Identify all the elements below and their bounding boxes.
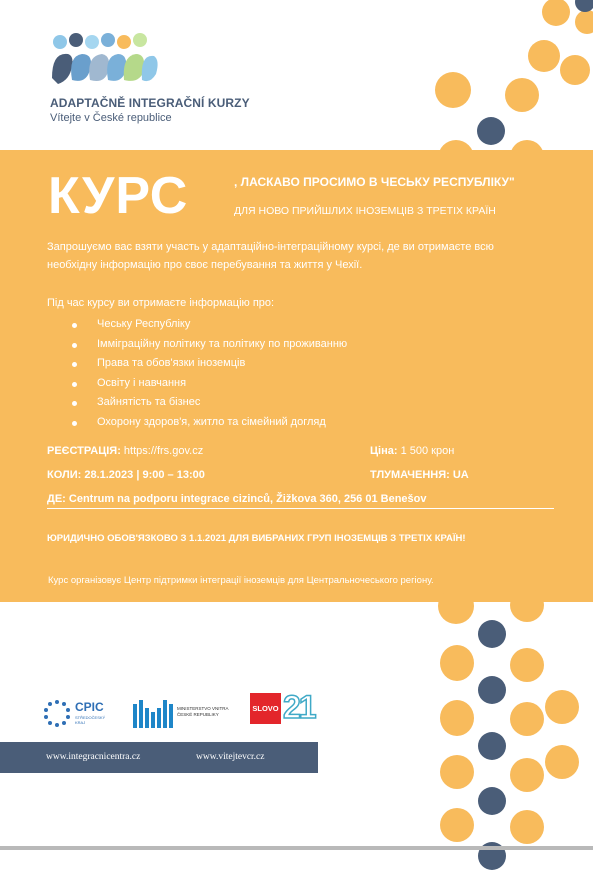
bullet-icon bbox=[72, 323, 77, 328]
course-welcome-title: , ЛАСКАВО ПРОСИМО В ЧЕСЬКУ РЕСПУБЛІКУ" bbox=[234, 175, 515, 189]
mandatory-notice: ЮРИДИЧНО ОБОВ'ЯЗКОВО З 1.1.2021 ДЛЯ ВИБРАНИХ ГРУП ІНОЗЕМЦІВ З ТРЕТІХ КРАЇН! bbox=[47, 533, 466, 544]
course-heading: КУРС bbox=[48, 167, 189, 225]
list-item: Чеську Республіку bbox=[47, 318, 347, 338]
price-label: Ціна: bbox=[370, 445, 398, 457]
cpic-region: STŘEDOČESKÝ KRAJ bbox=[75, 715, 106, 725]
adaptation-courses-logo bbox=[50, 30, 160, 90]
header-subtitle: Vítejte v České republice bbox=[50, 112, 172, 124]
price-value: 1 500 крон bbox=[397, 445, 455, 457]
slovo-number: 21 bbox=[283, 689, 315, 725]
list-item: Зайнятість та бізнес bbox=[47, 396, 347, 416]
topics-intro: Під час курсу ви отримаєте інформацію про: bbox=[47, 297, 275, 309]
bullet-icon bbox=[72, 401, 77, 406]
date-time: КОЛИ: 28.1.2023 | 9:00 – 13:00 bbox=[47, 469, 205, 481]
topics-list bbox=[47, 318, 347, 435]
registration-link[interactable]: https://frs.gov.cz bbox=[120, 445, 204, 457]
bullet-icon bbox=[72, 421, 77, 426]
header-title: ADAPTAČNĚ INTEGRAČNÍ KURZY bbox=[50, 96, 250, 110]
cpic-name: CPIC bbox=[75, 700, 104, 714]
course-location: ДЕ: Centrum na podporu integrace cizinců, Žižkova 360, 256 01 Benešov bbox=[47, 493, 427, 505]
footer-link-integration-centers[interactable]: www.integracnicentra.cz bbox=[46, 752, 141, 762]
organizer-note: Курс організовує Центр підтримки інтеграції іноземців для Центральночеського регіону. bbox=[48, 575, 434, 586]
page-bottom-border bbox=[0, 846, 593, 850]
cpic-logo bbox=[43, 697, 123, 729]
bullet-icon bbox=[72, 362, 77, 367]
bullet-icon bbox=[72, 382, 77, 387]
price-info bbox=[370, 445, 454, 457]
interpretation-info: ТЛУМАЧЕННЯ: UA bbox=[370, 469, 469, 481]
ministry-name: MINISTERSTVO VNITRA ČESKÉ REPUBLIKY bbox=[177, 706, 229, 717]
registration-label: РЕЄСТРАЦІЯ: bbox=[47, 445, 121, 457]
slovo-badge: SLOVO bbox=[250, 693, 281, 724]
list-item: Охорону здоров'я, житло та сімейний догляд bbox=[47, 416, 347, 436]
course-intro: Запрошуємо вас взяти участь у адаптаційно-інтеграційному курсі, де ви отримаєте всю необхідну інформацію про своє перебування та життя у Чехії. bbox=[47, 241, 494, 271]
footer-link-welcome-cz[interactable]: www.vitejtevcr.cz bbox=[196, 752, 265, 762]
bullet-icon bbox=[72, 343, 77, 348]
divider bbox=[47, 508, 554, 509]
slovo21-logo bbox=[250, 689, 320, 727]
list-item: Освіту і навчання bbox=[47, 377, 347, 397]
list-item: Права та обов'язки іноземців bbox=[47, 357, 347, 377]
ministry-emblem-icon bbox=[133, 698, 173, 728]
cpic-ring-icon bbox=[43, 699, 71, 727]
list-item: Імміграційну політику та політику по проживанню bbox=[47, 338, 347, 358]
ministry-logo bbox=[133, 696, 243, 730]
course-subtitle: ДЛЯ НОВО ПРИЙШЛИХ ІНОЗЕМЦІВ З ТРЕТІХ КРАЇН bbox=[234, 205, 496, 217]
registration-info bbox=[47, 445, 203, 457]
